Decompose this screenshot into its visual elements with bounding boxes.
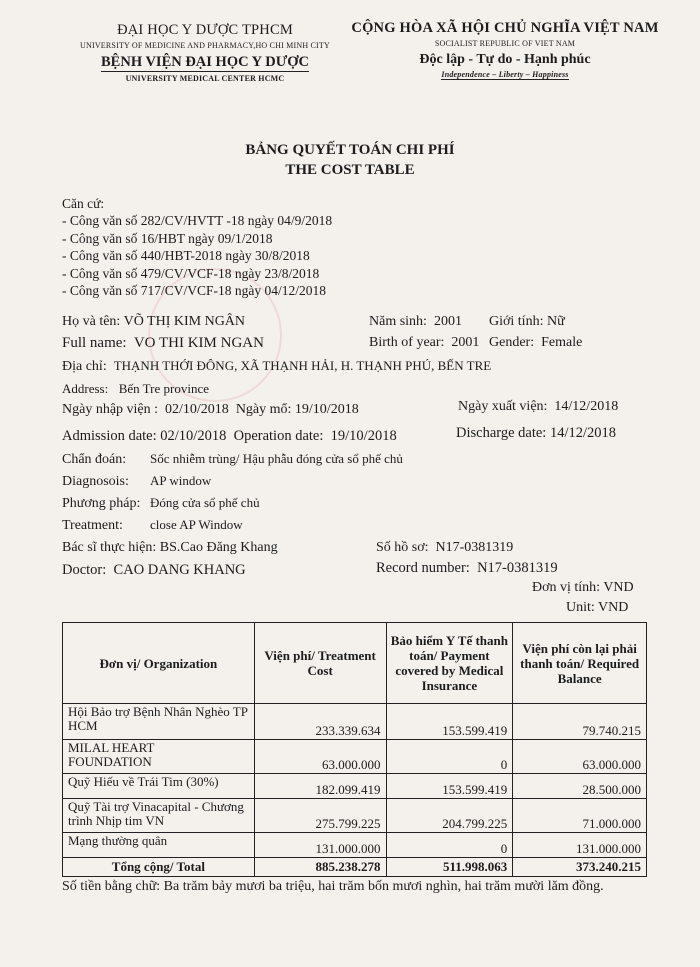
address-value-vi: THẠNH THỚI ĐÔNG, XÃ THẠNH HẢI, H. THẠNH PHÚ, BẾN TRE [113,358,492,373]
birth-year-value: 2001 [433,314,462,329]
record-label-en: Record number: [376,560,470,576]
header-balance: Viện phí còn lại phải thanh toán/ Required Balance [513,623,647,704]
country-name-en: SOCIALIST REPUBLIC OF VIET NAM [434,39,576,48]
basis-item: - Công văn số 717/CV/VCF-18 ngày 04/12/2018 [62,283,327,299]
hospital-name-en: UNIVERSITY MEDICAL CENTER HCMC [125,74,285,83]
table-row [63,774,647,799]
birth-year-vi [369,314,462,330]
gender-label-en: Gender: [489,335,535,350]
name-label-en: Full name: [62,335,127,351]
operation-date: 19/10/2018 [330,428,397,444]
insurance-cell: 153.599.419 [386,774,513,799]
birth-label-en: Birth of year: [369,335,445,350]
cost-cell: 275.799.225 [254,799,386,833]
operation-label-vi: Ngày mổ: [235,402,292,417]
doctor-row-vi [62,540,278,556]
basis-item: - Công văn số 282/CV/HVTT -18 ngày 04/9/2018 [62,213,333,229]
gender-value-vi: Nữ [546,314,565,329]
record-number: N17-0381319 [435,540,514,555]
admission-date: 02/10/2018 [165,402,229,417]
org-cell: Quỹ Hiếu về Trái Tim (30%) [63,774,255,799]
operation-date: 19/10/2018 [294,402,359,417]
diagnosis-value-vi: Sốc nhiễm trùng/ Hậu phẫu đóng cửa sổ phế chủ [150,451,403,466]
cost-table [62,622,647,877]
record-row-vi [376,540,513,556]
header-insurance: Bảo hiểm Y Tế thanh toán/ Payment covered by Medical Insurance [386,623,513,704]
cost-cell: 63.000.000 [254,740,386,774]
diagnosis-label-vi: Chẩn đoán: [62,452,127,467]
university-name-en: UNIVERSITY OF MEDICINE AND PHARMACY,HO CHI MINH CITY [80,41,330,50]
insurance-cell: 153.599.419 [386,704,513,740]
doctor-label-en: Doctor: [62,562,107,578]
doctor-value-vi: BS.Cao Đăng Khang [159,540,278,555]
address-row-en [62,381,209,398]
name-value-vi: VÕ THỊ KIM NGÂN [123,314,246,329]
discharge-row-vi [458,399,618,415]
gender-en [489,335,582,351]
discharge-label-en: Discharge date: [456,425,547,441]
header-treatment-cost: Viện phí/ Treatment Cost [254,623,386,704]
admission-row-vi [62,402,359,418]
basis-section [62,195,332,299]
admission-date: 02/10/2018 [160,428,227,444]
basis-item: - Công văn số 479/CV/VCF-18 ngày 23/8/2018 [62,265,320,281]
university-name-vi: ĐẠI HỌC Y DƯỢC TPHCM [117,22,293,38]
method-label-en: Treatment: [62,518,123,533]
discharge-date: 14/12/2018 [549,425,617,441]
address-value-en: Bến Tre province [118,381,209,396]
name-value-en: VO THI KIM NGAN [133,335,264,351]
cost-cell: 131.000.000 [254,833,386,858]
balance-cell: 28.500.000 [513,774,647,799]
insurance-cell: 0 [386,740,513,774]
total-row [63,858,647,877]
basis-item: - Công văn số 16/HBT ngày 09/1/2018 [62,230,273,246]
document-title-en: THE COST TABLE [285,162,415,178]
diagnosis-value-en: AP window [150,473,212,488]
address-label-en: Address: [62,381,109,396]
gender-label-vi: Giới tính: [489,314,544,329]
basis-item: - Công văn số 440/HBT-2018 ngày 30/8/2018 [62,248,310,264]
motto-vi: Độc lập - Tự do - Hạnh phúc [419,52,591,67]
birth-year-value: 2001 [451,335,480,350]
discharge-label-vi: Ngày xuất viện: [458,399,548,414]
balance-cell: 131.000.000 [513,833,647,858]
diagnosis-label-en: Diagnosois: [62,474,129,489]
record-row-en [376,560,558,577]
gender-vi [489,314,565,330]
balance-cell: 71.000.000 [513,799,647,833]
country-header [330,20,680,80]
header-organization: Đơn vị/ Organization [63,623,255,704]
document-title-vi: BẢNG QUYẾT TOÁN CHI PHÍ [245,142,455,158]
total-insurance: 511.998.063 [386,858,513,877]
org-cell: Mạng thường quân [63,833,255,858]
method-label-vi: Phương pháp: [62,496,141,511]
gender-value-en: Female [541,335,583,350]
insurance-cell: 0 [386,833,513,858]
doctor-label-vi: Bác sĩ thực hiện: [62,540,157,555]
total-balance: 373.240.215 [513,858,647,877]
unit-en: Unit: VND [566,600,629,615]
birth-label-vi: Năm sinh: [369,314,427,329]
address-label-vi: Địa chỉ: [62,359,107,374]
hospital-header [60,22,350,83]
birth-year-en [369,335,479,351]
name-row-vi [62,314,245,330]
org-cell: MILAL HEART FOUNDATION [63,740,255,774]
address-row-vi [62,358,491,375]
cost-cell: 233.339.634 [254,704,386,740]
admission-label-en: Admission date: [62,428,157,444]
method-value-vi: Đóng cửa sổ phế chủ [150,495,260,510]
amount-in-words: Số tiền bằng chữ: Ba trăm bảy mươi ba triệu, hai trăm bốn mươi nghìn, hai trăm mười lăm đồng. [62,879,604,894]
record-number: N17-0381319 [477,560,558,576]
table-row [63,799,647,833]
motto-en: Independence – Liberty – Happiness [441,70,569,79]
balance-cell: 79.740.215 [513,704,647,740]
hospital-name-vi: BỆNH VIỆN ĐẠI HỌC Y DƯỢC [101,54,309,70]
balance-cell: 63.000.000 [513,740,647,774]
basis-label: Căn cứ: [62,196,105,211]
admission-label-vi: Ngày nhập viện : [62,402,159,417]
insurance-cell: 204.799.225 [386,799,513,833]
doctor-value-en: CAO DANG KHANG [113,562,246,578]
record-label-vi: Số hồ sơ: [376,540,429,555]
table-header-row [63,623,647,704]
name-label-vi: Họ và tên: [62,314,121,329]
discharge-date: 14/12/2018 [554,399,619,414]
name-row-en [62,335,264,352]
table-row [63,704,647,740]
org-cell: Hội Bảo trợ Bệnh Nhân Nghèo TP HCM [63,704,255,740]
method-value-en: close AP Window [150,517,243,532]
total-cost: 885.238.278 [254,858,386,877]
table-row [63,833,647,858]
org-cell: Quỹ Tài trợ Vinacapital - Chương trình Nhịp tim VN [63,799,255,833]
total-label: Tổng cộng/ Total [63,858,255,877]
admission-row-en [62,428,397,445]
discharge-row-en [456,425,616,442]
operation-label-en: Operation date: [233,428,324,444]
unit-vi: Đơn vị tính: VND [532,580,634,595]
country-name-vi: CỘNG HÒA XÃ HỘI CHỦ NGHĨA VIỆT NAM [351,20,659,36]
doctor-row-en [62,562,246,579]
table-row [63,740,647,774]
cost-cell: 182.099.419 [254,774,386,799]
